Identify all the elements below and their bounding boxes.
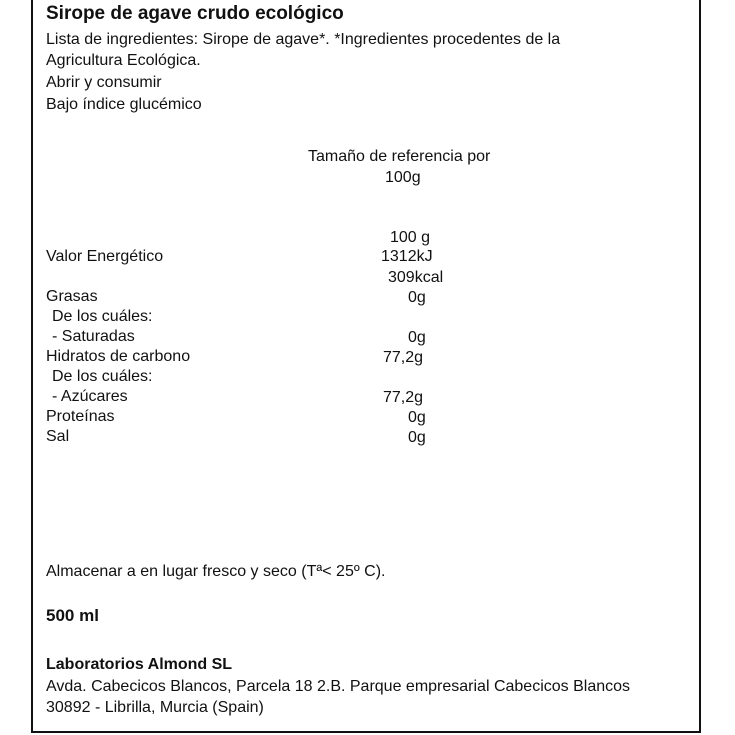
nutrient-label: Sal [46, 428, 70, 445]
company-name: Laboratorios Almond SL [46, 656, 233, 673]
company-address-line-1: Avda. Cabecicos Blancos, Parcela 18 2.B. Parque empresarial Cabecicos Blancos [46, 678, 631, 695]
nutrient-label: - Saturadas [52, 328, 135, 345]
nutrient-label: - Azúcares [52, 388, 128, 405]
energy-kj: 1312kJ [381, 248, 433, 265]
ingredients-line-1: Lista de ingredientes: Sirope de agave*. *Ingredientes procedentes de la [46, 31, 561, 48]
glycemic-claim: Bajo índice glucémico [46, 96, 202, 113]
nutrient-value: 0g [408, 409, 426, 426]
nutrient-label: Grasas [46, 288, 98, 305]
usage-text: Abrir y consumir [46, 74, 162, 91]
nutrition-column-header: 100 g [390, 229, 431, 246]
reference-size-value: 100g [385, 169, 421, 186]
storage-instructions: Almacenar a en lugar fresco y seco (Tª< 25º C). [46, 563, 386, 580]
volume: 500 ml [46, 606, 99, 625]
company-address-line-2: 30892 - Librilla, Murcia (Spain) [46, 699, 264, 716]
product-title: Sirope de agave crudo ecológico [46, 3, 344, 24]
reference-size-label: Tamaño de referencia por [308, 148, 491, 165]
energy-kcal: 309kcal [388, 269, 444, 286]
nutrient-label: Proteínas [46, 408, 115, 425]
ingredients-line-2: Agricultura Ecológica. [46, 52, 201, 69]
nutrient-value: 0g [408, 429, 426, 446]
nutrient-value: 0g [408, 329, 426, 346]
energy-label: Valor Energético [46, 248, 164, 265]
nutrient-label: De los cuáles: [52, 308, 153, 325]
nutrient-value: 0g [408, 289, 426, 306]
nutrient-label: Hidratos de carbono [46, 348, 191, 365]
nutrient-label: De los cuáles: [52, 368, 153, 385]
nutrient-value: 77,2g [383, 349, 424, 366]
nutrient-value: 77,2g [383, 389, 424, 406]
